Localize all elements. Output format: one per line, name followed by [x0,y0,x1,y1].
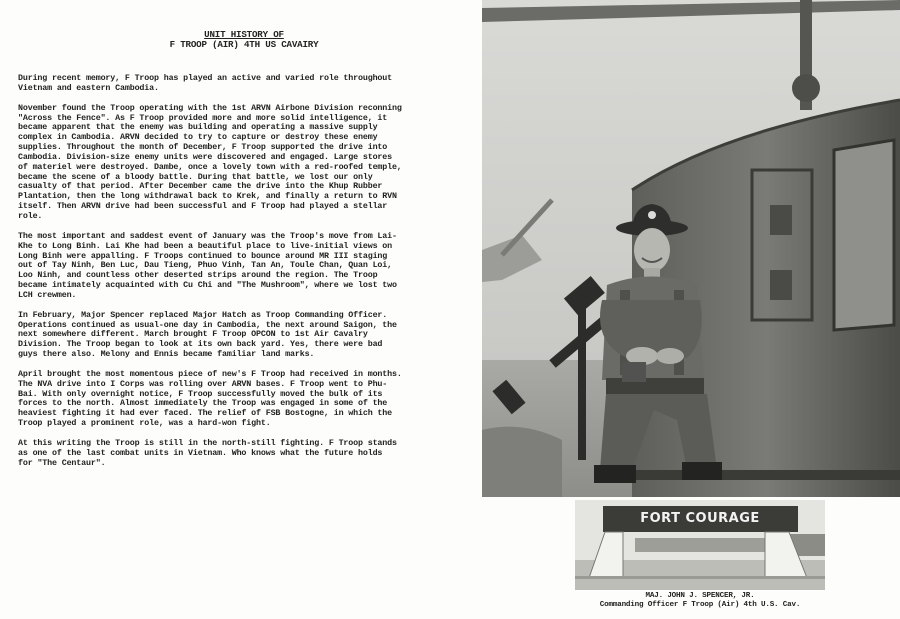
soldier-helicopter-illustration [482,0,900,497]
paragraph-3: The most important and saddest event of January was the Troop's move from Lai- Khe to Long Binh. Lai Khe had been a beautiful place to live-initial views on Long Binh were appalling. F Troops continued to bounce around MR III staging out of Tay Ninh, Ben Luc, Dau Tieng, Phuo Vinh, Tan An, Toule Chan, Quan Loi, Loo Ninh, and countless other deserted strips around the region. The Troop became intimately acquainted with Cu Chi and "The Mushroom", where we lost two LCH crewmen. [18,230,397,300]
document-body [18,74,476,479]
title-line-1: UNIT HISTORY OF [204,29,284,40]
document-title [14,30,474,50]
title-line-2: F TROOP (AIR) 4TH US CAVAIRY [169,39,319,50]
fort-courage-sign-text: FORT COURAGE [640,511,760,526]
paragraph-4: In February, Major Spencer replaced Major Hatch as Troop Commanding Officer. Operations continued as usual-one day in Cambodia, the next around Saigon, the next somewhere different. March brought F Troop OPCON to 1st Air Cavalry Division. The Troop began to look at its own back yard. Yes, there were bad guys there also. Melony and Ennis became familiar land marks. [18,309,397,360]
soldier-helicopter-photo [482,0,900,497]
paragraph-2: November found the Troop operating with the 1st ARVN Airbone Division reconning "Across the Fence". As F Troop provided more and more solid intelligence, it became apparent that the enemy was building and operating a massive supply complex in Cambodia. ARVN decided to try to capture or destroy these enemy supplies. Throughout the month of December, F Troop supported the drive into Cambodia. Division-size enemy units were discovered and engaged. Large stores of materiel were destroyed. Dambe, once a lovely town with a red-roofed temple, became the scene of a bloody battle. During that battle, we lost our only casualty of that period. After December came the drive into the Khup Rubber Plantation, then the long withdrawal back to Krek, and finally a return to RVN itself. Then ARVN drive had been successful and F Troop had played a stellar role. [18,102,402,221]
caption-title: Commanding Officer F Troop (Air) 4th U.S. Cav. [599,601,801,609]
caption-name: MAJ. JOHN J. SPENCER, JR. [645,592,755,600]
photo-caption [575,592,825,610]
fort-courage-sign-photo [575,500,825,590]
paragraph-6: At this writing the Troop is still in the north-still fighting. F Troop stands as one of the last combat units in Vietnam. Who knows what the future holds for "The Centaur". [18,438,397,468]
paragraph-5: April brought the most momentous piece of new's F Troop had received in months. The NVA drive into I Corps was rolling over ARVN bases. F Troop went to Phu- Bai. With only overnight notice, F Troop successfully moved the bulk of its forces to the north. Almost immediately the Troop was engaged in some of the heaviest fighting it had ever faced. The relief of FSB Bostogne, in which the Troop played a prominent role, was a hard-won fight. [18,368,402,429]
paragraph-1: During recent memory, F Troop has played an active and varied role throughout Vietnam and eastern Cambodia. [18,73,392,93]
